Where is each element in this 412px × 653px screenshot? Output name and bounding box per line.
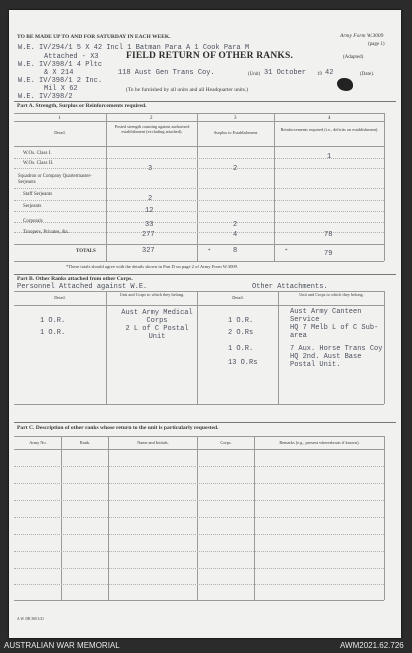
other-unit: HQ 7 Melb L of C Sub-area (290, 324, 379, 340)
total-asterisk: * (208, 249, 211, 254)
other-detail: 13 O.Rs (228, 359, 258, 367)
attached-detail: 1 O.R. (40, 329, 66, 337)
col-header-detail: Detail. (232, 295, 244, 300)
furnished-note: (To be furnished by all units and all Headquarter units.) (126, 87, 249, 93)
col-header-posted: Posted strength counting against authorised establishment (excluding attached). (114, 124, 190, 134)
col-header-rank: Rank. (79, 440, 91, 445)
col-header-surplus: Surplus to Establishment. (213, 130, 259, 135)
col-header-detail: Detail. (54, 130, 66, 135)
return-date: 31 October (264, 69, 307, 77)
total-posted: 327 (142, 247, 155, 255)
archive-credit: AUSTRALIAN WAR MEMORIAL (4, 641, 120, 650)
total-surplus: 8 (233, 247, 238, 255)
typed-line: Mil X 62 (44, 85, 78, 93)
other-attachments-label: Other Attachments. (252, 283, 328, 291)
date-label: (Date). (360, 72, 375, 77)
row-detail: Squadron or Company Quartermaster-Serjeants (18, 174, 92, 185)
col-header-corps: Corps. (220, 440, 232, 445)
year-prefix: 19 (317, 72, 322, 77)
col-header-reinforcements: Reinforcements required (i.e., deficits on establishment). (280, 127, 379, 132)
unit-name: 118 Aust Gen Trans Coy. (118, 69, 215, 77)
row-posted: 2 (148, 195, 153, 203)
adapted-note: (Adapted) (343, 55, 364, 60)
row-detail: Serjeants (23, 204, 42, 209)
col-number: 2 (150, 116, 153, 121)
row-posted: 12 (145, 207, 154, 215)
ink-blot (337, 78, 353, 91)
other-detail: 1 O.R. (228, 317, 254, 325)
total-asterisk: * (285, 249, 288, 254)
totals-label: TOTALS (76, 249, 96, 254)
return-year: 42 (325, 69, 334, 77)
attached-unit: 2 L of C Postal Unit (125, 325, 189, 341)
form-title: FIELD RETURN OF OTHER RANKS. (126, 51, 294, 61)
row-detail: W.Os. Class I. (23, 151, 52, 156)
part-b-heading: Part B. Other Ranks attached from other Corps. (17, 276, 133, 282)
typed-line: W.E. IV/398/2 (18, 93, 73, 101)
totals-footnote: *These totals should agree with the details shown in Part D on page 2 of Army Form W.3009. (66, 264, 239, 269)
col-header-unit-corps: Unit and Corps to which they belong. (299, 292, 364, 297)
col-header-remarks: Remarks (e.g., present whereabouts if known). (279, 440, 360, 445)
typed-line: W.E. IV/294/1 5 X 42 Incl 1 Batman Para A 1 Cook Para M (18, 44, 250, 52)
row-detail: W.Os. Class II. (23, 161, 54, 166)
col-number: 3 (234, 116, 237, 121)
other-unit: 7 Aux. Horse Trans Coy (290, 345, 383, 353)
unit-label: (Unit) (248, 72, 261, 77)
col-header-army-no: Army No. (29, 440, 47, 445)
typed-line: W.E. IV/398/1 4 Pltc (18, 61, 103, 69)
col-header-detail: Detail. (54, 295, 66, 300)
army-form-number: Army Form W.3009 (340, 33, 384, 39)
col-header-unit-corps: Unit and Corps to which they belong. (119, 292, 185, 297)
typed-line: W.E. IV/398/1 2 Inc. (18, 77, 103, 85)
row-detail: Corporals (23, 219, 43, 224)
page-number: (page 1) (368, 42, 385, 47)
accession-number: AWM2021.62.726 (340, 641, 404, 650)
other-detail: 2 O.Rs (228, 329, 254, 337)
col-number: 4 (328, 116, 331, 121)
typed-line: & X 214 (44, 69, 74, 77)
total-reinforcements: 79 (324, 250, 333, 258)
row-surplus: 4 (233, 231, 238, 239)
col-header-name: Name and Initials. (137, 440, 169, 445)
print-code: A.W. DB 380 3/41 (17, 617, 44, 621)
row-posted: 277 (142, 231, 155, 239)
row-posted: 3 (148, 165, 153, 173)
row-reinforcements: 1 (327, 153, 332, 161)
row-surplus: 2 (233, 165, 238, 173)
other-unit: HQ 2nd. Aust Base Postal Unit. (290, 353, 362, 369)
other-unit: Aust Army Canteen Service (290, 308, 362, 324)
top-note: TO BE MADE UP TO AND FOR SATURDAY IN EACH WEEK. (17, 34, 171, 40)
other-detail: 1 O.R. (228, 345, 254, 353)
typed-line: Attached - X3 (44, 53, 99, 61)
personnel-attached-label: Personnel Attached against W.E. (17, 283, 148, 291)
attached-detail: 1 O.R. (40, 317, 66, 325)
part-a-heading: Part A. Strength, Surplus or Reinforcements required. (17, 103, 147, 109)
col-number: 1 (58, 116, 61, 121)
row-surplus: 2 (233, 221, 238, 229)
row-reinforcements: 78 (324, 231, 333, 239)
row-posted: 33 (145, 221, 154, 229)
row-detail: Staff Serjeants (23, 192, 53, 197)
part-c-heading: Part C. Description of other ranks whose return to the unit is particularly requested. (17, 425, 219, 431)
row-detail: Troopers, Privates, &c. (23, 230, 70, 235)
attached-unit: Aust Army Medical Corps (121, 309, 193, 325)
